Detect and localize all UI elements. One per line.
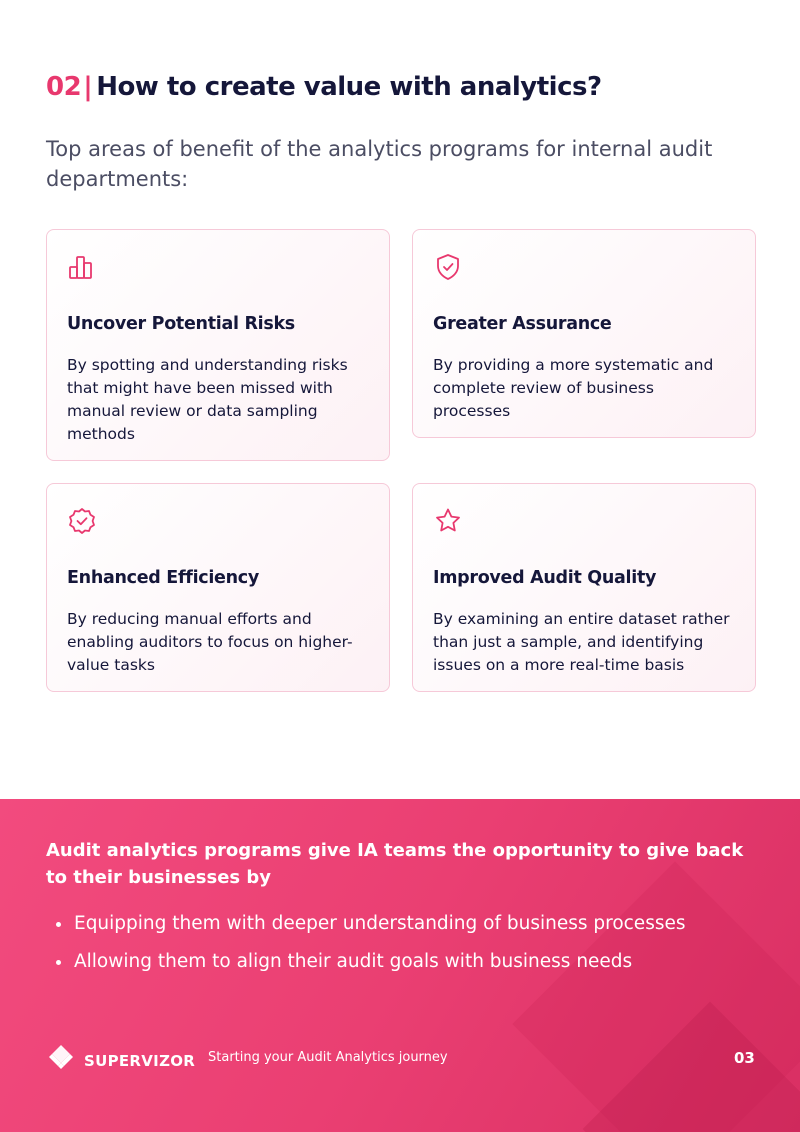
card-title: Greater Assurance xyxy=(433,314,612,334)
card-title: Uncover Potential Risks xyxy=(67,314,295,334)
card-title: Enhanced Efficiency xyxy=(67,568,259,588)
brand-logo xyxy=(46,1045,195,1077)
page-title xyxy=(46,72,602,102)
list-item-text: Allowing them to align their audit goals with business needs xyxy=(74,951,633,972)
card-body: By providing a more systematic and complete review of business processes xyxy=(433,356,714,420)
list-item-text: Equipping them with deeper understanding of business processes xyxy=(74,913,686,934)
section-number: 02 xyxy=(46,72,82,102)
benefit-list xyxy=(56,910,686,986)
benefit-card-risks xyxy=(46,229,390,461)
footer-tagline: Starting your Audit Analytics journey xyxy=(208,1050,448,1065)
card-body: By examining an entire dataset rather than just a sample, and identifying issues on a more real-time basis xyxy=(433,610,730,674)
benefit-card-efficiency xyxy=(46,483,390,692)
card-title: Improved Audit Quality xyxy=(433,568,657,588)
card-body: By reducing manual efforts and enabling auditors to focus on higher-value tasks xyxy=(67,610,353,674)
shield-check-icon xyxy=(433,252,463,282)
bar-chart-icon xyxy=(67,252,97,282)
benefit-card-assurance xyxy=(412,229,756,438)
page-number: 03 xyxy=(734,1049,755,1067)
supervizor-logo-icon xyxy=(46,1045,76,1077)
bullet-icon xyxy=(56,960,61,965)
bullet-icon xyxy=(56,922,61,927)
benefit-card-quality xyxy=(412,483,756,692)
star-icon xyxy=(433,506,463,536)
badge-check-icon xyxy=(67,506,97,536)
intro-text: Top areas of benefit of the analytics programs for internal audit departments: xyxy=(46,137,713,191)
banner-lead: Audit analytics programs give IA teams the opportunity to give back to their businesses by xyxy=(46,840,744,888)
title-separator: | xyxy=(83,72,93,102)
list-item xyxy=(56,948,686,986)
card-body: By spotting and understanding risks that might have been missed with manual review or data sampling methods xyxy=(67,356,348,443)
brand-name: SUPERVIZOR xyxy=(84,1052,196,1070)
list-item xyxy=(56,910,686,948)
section-title: How to create value with analytics? xyxy=(96,72,602,102)
summary-banner xyxy=(0,799,800,1132)
